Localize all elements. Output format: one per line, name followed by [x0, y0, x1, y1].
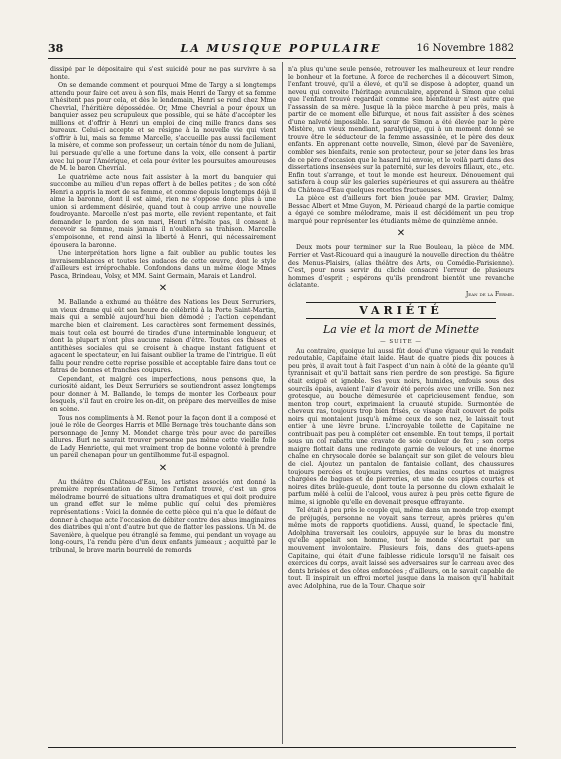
paragraph: La pièce est d'ailleurs fort bien jouée par MM. Gravier, Dalmy, Bessac Albert et Mme Guyon, M. Périeaud chargé de la partie comique a égayé ce sombre mélodrame, mais il est décidément un peu trop marqué pour représenter les étudiants même de quinzième année. — [288, 195, 514, 225]
paragraph: M. Ballande a exhumé au théâtre des Nations les Deux Serruriers, un vieux drame qui eût son heure de célébrité à la Porte Saint-Martin, mais qui a semblé aujourd'hui bien démodé ; l'action cependant marche bien et clairement. Les caractères sont fermement dessinés, mais tout cela est bourré de tirades d'une interminable longueur, et dont la plupart n'ont plus aucune raison d'être. Toutes ces thèses et antithèses sociales qui se croisent à chaque instant fatiguent et agacent le spectateur, en lui faisant oublier la trame de l'intrigue. Il eût fallu pour rendre cette reprise possible et acceptable faire dans tout ce fatras de bonnes et franches coupures. — [50, 299, 276, 375]
paragraph: Une interprétation hors ligne a fait oublier au public toutes les invraisemblances et toutes les audaces de cette œuvre, dont le style d'ailleurs est irréprochable. Confondons dans un même éloge Mmes Pasca, Brindeau, Volsy, et MM. Saint Germain, Marais et Landrol. — [50, 250, 276, 280]
section-separator: ✕ — [158, 462, 168, 474]
section-title: VARIÉTÉ — [306, 302, 496, 319]
paragraph: Tous nos compliments à M. Renot pour la façon dont il a composé et joué le rôle de Georges Harris et Mlle Bernage très touchante dans son personnage de Jenny M. Mondet charge très pour avec de pareilles allures. Burl ne saurait trouver personne pas même cette vieille folle de Lady Henriette, qui met vraiment trop de bonne volonté à prendre un pareil chenapan pour un gentilhomme fut-il espagnol. — [50, 414, 276, 460]
article-title: La vie et la mort de Minette — [322, 322, 480, 336]
paragraph: Le quatrième acte nous fait assister à la mort du banquier qui succombe au milieu d'un repas offert à de belles petites ; de son côté Henri a appris la mort de sa femme, et comme depuis longtemps déjà il aime la baronne, dont il est aimé, rien ne s'oppose donc plus à une union si ardemment désirée, quand tout à coup arrive une nouvelle foudroyante. Marcelle n'est pas morte, elle revient repentante, et fait demander le pardon de son mari, Henri n'hésite pas, il consent à recevoir sa femme, mais jamais il n'oubliera sa trahison. Marcelle s'empoisonne, et rend ainsi la liberté à Henri, qui nécessairement épousera la baronne. — [50, 173, 276, 249]
footer-rule — [48, 747, 516, 748]
paragraph: Tel était à peu près le couple qui, même dans un monde trop exempt de préjugés, personne ne voyait sans terreur, après prières qu'en même mots de rapports quotidiens. Aussi, quand, le spectacle fini, Adolphina traversait les couloirs, appuyée sur le bras du monstre qu'elle appelait son homme, tout le monde s'écartait par un mouvement involontaire. Plusieurs fois, dans des guets-apens Capitaine, qui était d'une faiblesse ridicule lorsqu'il ne faisait ces exercices du corps, avait laissé ses adversaires sur le carreau avec des dents brisées et des côtes enfoncées ; d'ailleurs, on le savait capable de tout. Il inspirait un effroi mortel jusque dans la maison qu'il habitait avec Adolphina, rue de la Tour. Chaque soir — [288, 507, 514, 590]
paragraph: Deux mots pour terminer sur la Rue Bouleau, la pièce de MM. Ferrier et Vast-Ricouard qui a inauguré la nouvelle direction du théâtre des Menus-Plaisirs, (alias théâtre des Arts, ou Comédie-Parisienne). C'est, pour nous servir du cliché consacré l'erreur de plusieurs hommes d'esprit ; espérons qu'ils prendront bientôt une revanche éclatante. — [288, 244, 514, 290]
paragraph: Cependant, et malgré ces imperfections, nous pensons que, la curiosité aidant, les Deux Serruriers se soutiendront assez longtemps pour donner à M. Ballande, le temps de monter les Corbeaux pour lesquels, s'il faut en croire les on-dit, on prépare des merveilles de mise en scène. — [50, 375, 276, 413]
suite-label: — SUITE — — [380, 338, 422, 345]
paragraph: On se demande comment et pourquoi Mme de Targy a si longtemps attendu pour faire cet aveu à son fils, mais Henri de Targy et sa femme n'hésitent pas pour cela, et dès le lendemain, Henri se rend chez Mme Chevrial, l'héritière dépossédée. Or, Mme Chevrial a pour époux un banquier assez peu scrupuleux que possible, qui se hâte d'accepter les millions et d'offrir à Henri un emploi de cinq mille francs dans ses bureaux. Celui-ci accepte et se résigne à la nouvelle vie qui vient s'offrir à lui, mais sa femme Marcelle, s'accueille pas aussi facilement la misère, et comme son professeur, un certain ténor du nom de Juliani, lui persuade qu'elle a une fortune dans la voix, elle consent à partir avec lui pour l'Amérique, et cela pour éviter les poursuites amoureuses de M. le baron Chevrial. — [50, 82, 276, 173]
section-separator: ✕ — [396, 228, 406, 240]
right-column — [288, 66, 514, 744]
page-number: 38 — [48, 42, 64, 55]
author-signature: Jean de la Ferme. — [465, 290, 514, 298]
left-column — [50, 66, 276, 744]
header-rule — [48, 58, 516, 59]
paragraph: dissipé par le dépositaire qui s'est suicidé pour ne pas survivre à sa honte. — [50, 66, 276, 81]
column-divider — [282, 62, 283, 744]
paragraph: Au théâtre du Château-d'Eau, les artistes associés ont donné la première représentation de Simon l'enfant trouvé, c'est un gros mélodrame bourré de situations ultra dramatiques et qui doit produire un grand effet sur le même public qui celui des premières représentations : Voici la donnée de cette pièce qui n'a que le défaut de donner à chaque acte l'occasion de débiter contre des abus imaginaires des diatribes qui n'ont d'autre but que de flatter les passions. Un M. de Savenière, à quelque peu étranglé sa femme, qui pendant un voyage au long-cours, l'a rendu père d'un deux enfants jumeaux ; acquitté par le tribunal, le brave marin bourrelé de remords — [50, 478, 276, 554]
paragraph: n'a plus qu'une seule pensée, retrouver les malheureux et leur rendre le bonheur et la fortune. À force de recherches il a découvert Simon, l'enfant trouvé, qu'il a élevé, et qu'il se dispose à adopter, quand un neveu qui convoite l'héritage avunculaire, apprend à Simon que celui que l'enfant trouvé regardait comme son bienfaiteur n'est autre que l'assassin de sa mère. Jusque là la pièce marche à peu près, mais à partir de ce moment elle bifurque, et nous fait assister à des scènes d'une naïveté impossible. La sœur de Simon a été élevée par le père Mistère, un vieux mendiant, paralytique, qui à un moment donné se trouve être le séducteur de la femme assassinée, et le père des deux enfants. En apprenant cette nouvelle, Simon, élevé par de Savenière, combler ses bienfaits, renie son protecteur, pour se jeter dans les bras de ce père d'occasion que le hasard lui envoie, et le voilà parti dans des dissertations insensées sur la paternité, sur les devoirs filiaux, etc., etc. Enfin tout s'arrange, et tout le monde est heureux. Dénouement qui satisfera à coup sûr les galeries supérieures et qui assurera au théâtre du Château-d'Eau quelques recettes fructueuses. — [288, 66, 514, 194]
page-header — [48, 42, 514, 56]
paragraph: Au contraire, quoique lui aussi fût doué d'une vigueur qui le rendait redoutable, Capitaine était laide. Haut de quatre pieds dix pouces à peu près, il avait tout à fait l'aspect d'un nain à côté de la géante qu'il tyrannisait et qu'il battait sans rien perdre de son prestige. Sa figure était exiguë et ignoble. Ses yeux noirs, humides, enfouis sous des sourcils épais, avaient l'air d'avoir été percés avec une vrille. Son nez grotesque, au bouche démesurée et capricieusement fendue, son menton trop court, exprimaient la cruauté stupide. Surmontée de cheveux ras, toujours trop bien frisés, ce visage était couvert de poils noirs qui montaient jusqu'à même ceux de son nez, le laissait tout entier à une lèvre brune. L'incroyable toilette de Capitaine ne contribuait pas peu à compléter cet ensemble. En tout temps, il portait sous un col rabattu une cravate de soie couleur de feu ; son corps maigre flottait dans une redingote garnie de velours, et une énorme chaîne en chrysocale dorée se balançait sur son gilet de velours bleu de ciel. Ajoutez un pantalon de fantaisie collant, des chaussures toujours percées et toujours vernies, des mains courtes et maigres chargées de bagues et de pierreries, et une de ces pipes courtes et noires dites brûle-gueule, dont toute la personne du clown exhalait le parfum mêlé à celui de l'alcool, vous aurez à peu près cette figure de mime, si ignoble qu'elle en devenait presque effrayante. — [288, 347, 514, 506]
section-separator: ✕ — [158, 283, 168, 295]
issue-date: 16 Novembre 1882 — [416, 43, 514, 54]
journal-title: LA MUSIQUE POPULAIRE — [180, 42, 382, 55]
